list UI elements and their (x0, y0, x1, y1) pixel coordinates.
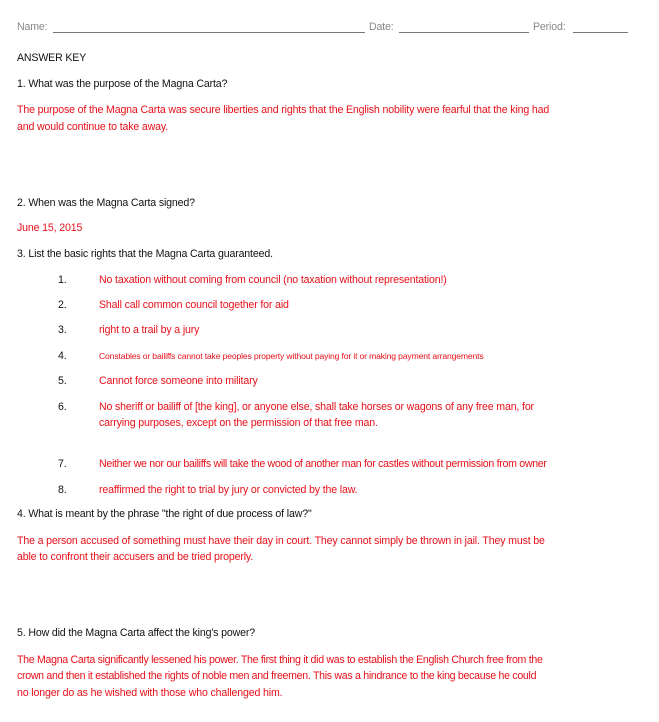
list-number: 2. (58, 299, 67, 311)
list-item: Neither we nor our bailiffs will take the wood of another man for castles without permission from owner (99, 458, 547, 470)
list-number: 8. (58, 484, 67, 496)
date-label: Date: (369, 21, 394, 33)
list-item: No sheriff or bailiff of [the king], or anyone else, shall take horses or wagons of any free man, for (99, 401, 534, 413)
list-number: 3. (58, 324, 67, 336)
date-field[interactable] (399, 32, 529, 33)
question-5: 5. How did the Magna Carta affect the king's power? (17, 627, 255, 639)
answer-4-line: The a person accused of something must have their day in court. They cannot simply be thrown in jail. They must be (17, 535, 545, 547)
list-number: 5. (58, 375, 67, 387)
list-number: 6. (58, 401, 67, 413)
question-2: 2. When was the Magna Carta signed? (17, 197, 195, 209)
name-label: Name: (17, 21, 48, 33)
name-field[interactable] (53, 32, 365, 33)
answer-5-line: crown and then it established the rights of noble men and freemen. This was a hindrance to the king because he could (17, 670, 537, 682)
question-1: 1. What was the purpose of the Magna Carta? (17, 78, 228, 90)
period-field[interactable] (573, 32, 628, 33)
list-number: 1. (58, 274, 67, 286)
answer-5-line: no longer do as he wished with those who challenged him. (17, 687, 283, 699)
list-item: No taxation without coming from council (no taxation without representation!) (99, 274, 447, 286)
answer-1-line: and would continue to take away. (17, 121, 169, 133)
answer-2: June 15, 2015 (17, 222, 83, 234)
question-3: 3. List the basic rights that the Magna Carta guaranteed. (17, 248, 273, 260)
answer-4-line: able to confront their accusers and be tried properly. (17, 551, 254, 563)
answer-5-line: The Magna Carta significantly lessened his power. The first thing it did was to establish the English Church free from the (17, 654, 543, 666)
list-item: right to a trail by a jury (99, 324, 200, 336)
list-item: Shall call common council together for aid (99, 299, 289, 311)
list-number: 7. (58, 458, 67, 470)
list-item: Constables or bailiffs cannot take peoples property without paying for it or making payment arrangements (99, 351, 484, 361)
list-number: 4. (58, 350, 67, 362)
list-item: reaffirmed the right to trial by jury or convicted by the law. (99, 484, 358, 496)
period-label: Period: (533, 21, 566, 33)
list-item: Cannot force someone into military (99, 375, 258, 387)
question-4: 4. What is meant by the phrase "the right of due process of law?" (17, 508, 312, 520)
answer-1-line: The purpose of the Magna Carta was secure liberties and rights that the English nobility were fearful that the king had (17, 104, 550, 116)
answer-key-title: ANSWER KEY (17, 52, 87, 64)
list-item-continued: carrying purposes, except on the permission of that free man. (99, 417, 378, 429)
